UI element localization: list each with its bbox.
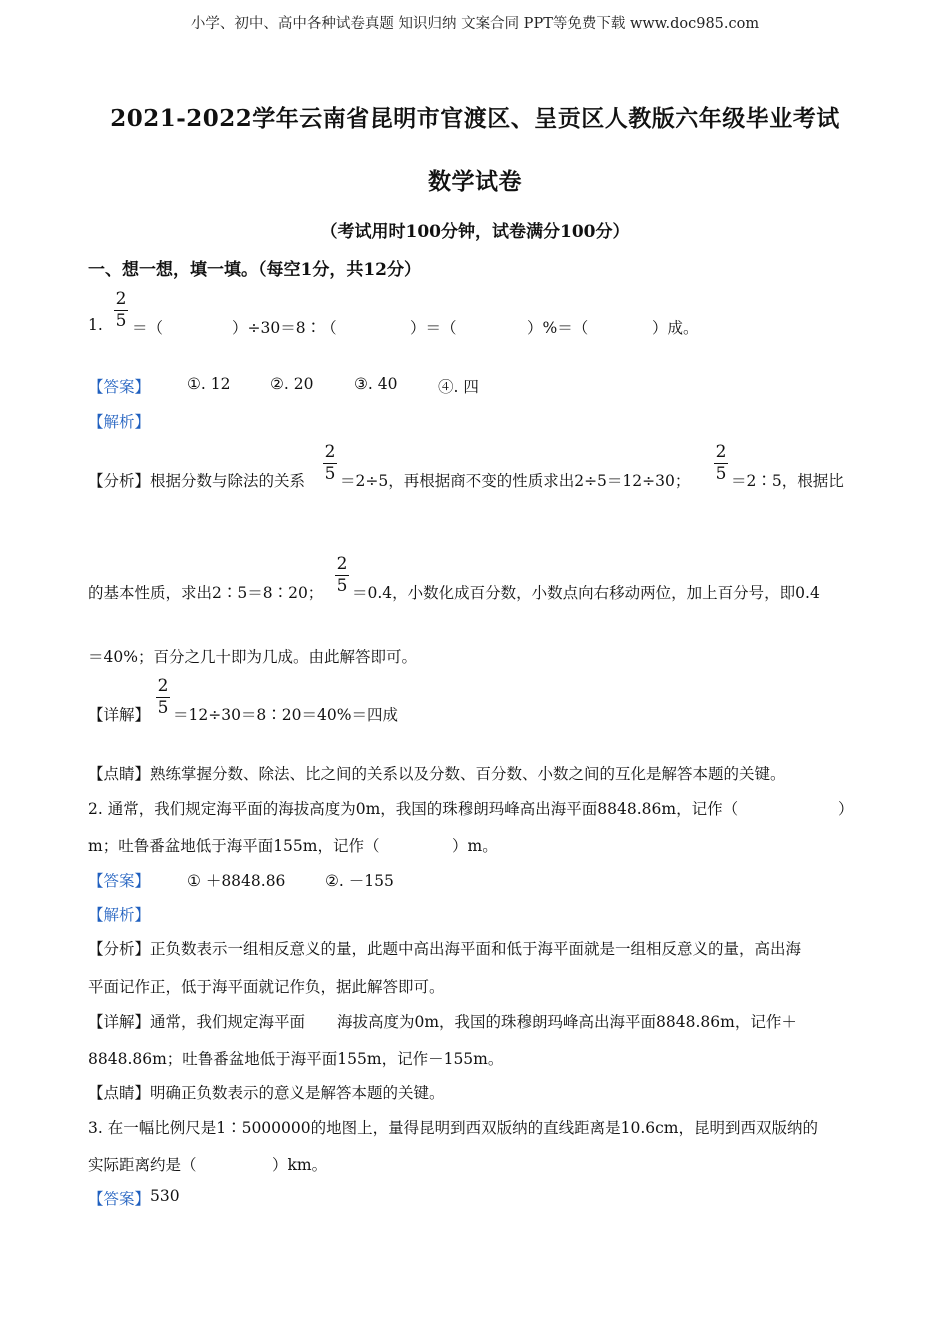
- q2-line-1: 2. 通常，我们规定海平面的海拔高度为0m，我国的珠穆朗玛峰高出海平面8848.86m，记作（: [88, 800, 739, 818]
- q2-dianjing: 明确正负数表示的意义是解答本题的关键。: [150, 1084, 445, 1102]
- q3-line-2a: 实际距离约是（: [88, 1156, 197, 1174]
- q1-jiexi-tag: 【解析】: [88, 413, 151, 431]
- q1-fenxi-d: 的基本性质，求出2∶5＝8∶20；: [88, 584, 324, 602]
- q3-line-1: 3. 在一幅比例尺是1∶5000000的地图上，量得昆明到西双版纳的直线距离是10.6cm，昆明到西双版纳的: [88, 1119, 819, 1137]
- fraction: 2 5: [157, 676, 169, 718]
- title-line-2: 数学试卷: [428, 168, 522, 195]
- q2-line-2a: m；吐鲁番盆地低于海平面155m，记作（: [88, 837, 380, 855]
- fraction: 2 5: [324, 442, 336, 484]
- q3-answer-tag: 【答案】: [88, 1190, 151, 1208]
- title-line-1: 2021-2022学年云南省昆明市官渡区、呈贡区人教版六年级毕业考试: [110, 105, 840, 132]
- q2-fenxi-1: 正负数表示一组相反意义的量，此题中高出海平面和低于海平面就是一组相反意义的量，高出海: [150, 940, 802, 958]
- q1-part-5: ）成。: [652, 319, 699, 337]
- q1-part-2: ）÷30＝8∶（: [232, 319, 337, 337]
- section-heading: 一、想一想，填一填。（每空1分，共12分）: [88, 260, 421, 280]
- q2-xiangjie-1a: 通常，我们规定海平面: [150, 1013, 306, 1031]
- q1-xiangjie-tag: 【详解】: [88, 706, 151, 724]
- q2-fenxi-2: 平面记作正，低于海平面就记作负，据此解答即可。: [88, 978, 445, 996]
- q1-part-1: ＝（: [132, 319, 164, 337]
- q1-answer-3: ③. 40: [354, 375, 398, 393]
- q1-dianjing-tag: 【点睛】: [88, 765, 151, 783]
- q1-fenxi-c: ＝2∶5，根据比: [731, 472, 844, 490]
- fraction: 2 5: [715, 442, 727, 484]
- q1-answer-4: ④. 四: [438, 378, 479, 396]
- q3-line-2b: ）km。: [272, 1156, 328, 1174]
- q1-answer-2: ②. 20: [270, 375, 314, 393]
- q1-dianjing: 熟练掌握分数、除法、比之间的关系以及分数、百分数、小数之间的互化是解答本题的关键。: [150, 765, 786, 783]
- fraction: 2 5: [336, 554, 348, 596]
- q2-jiexi-tag: 【解析】: [88, 906, 151, 924]
- q2-line-1-end: ）: [838, 800, 854, 818]
- q1-answer-tag: 【答案】: [88, 378, 151, 396]
- q2-xiangjie-tag: 【详解】: [88, 1013, 151, 1031]
- q2-dianjing-tag: 【点睛】: [88, 1084, 151, 1102]
- q2-answer-1: ① ＋8848.86: [187, 872, 286, 890]
- q1-part-4: ）%＝（: [527, 319, 589, 337]
- q2-answer-2: ②. －155: [325, 872, 394, 890]
- page-header: 小学、初中、高中各种试卷真题 知识归纳 文案合同 PPT等免费下载 www.doc985.com: [190, 16, 760, 32]
- q2-xiangjie-2: 8848.86m；吐鲁番盆地低于海平面155m，记作－155m。: [88, 1050, 504, 1068]
- q2-fenxi-tag: 【分析】: [88, 940, 151, 958]
- q1-part-3: ）＝（: [410, 319, 457, 337]
- q3-answer: 530: [150, 1187, 180, 1205]
- q1-fenxi-f: ＝40%；百分之几十即为几成。由此解答即可。: [88, 648, 417, 666]
- exam-info: （考试用时100分钟，试卷满分100分）: [320, 222, 630, 242]
- q1-answer-1: ①. 12: [187, 375, 231, 393]
- fraction: 2 5: [115, 289, 127, 331]
- q1-number: 1.: [88, 316, 103, 334]
- q2-xiangjie-1b: 海拔高度为0m，我国的珠穆朗玛峰高出海平面8848.86m，记作＋: [337, 1013, 797, 1031]
- q1-fenxi-b: ＝2÷5，再根据商不变的性质求出2÷5＝12÷30；: [340, 472, 691, 490]
- q2-answer-tag: 【答案】: [88, 872, 151, 890]
- q2-line-2b: ）m。: [452, 837, 498, 855]
- q1-fenxi-e: ＝0.4，小数化成百分数，小数点向右移动两位，加上百分号，即0.4: [352, 584, 820, 602]
- q1-fenxi-tag: 【分析】: [88, 472, 151, 490]
- q1-fenxi-a: 根据分数与除法的关系: [150, 472, 306, 490]
- q1-xiangjie: ＝12÷30＝8∶20＝40%＝四成: [173, 706, 398, 724]
